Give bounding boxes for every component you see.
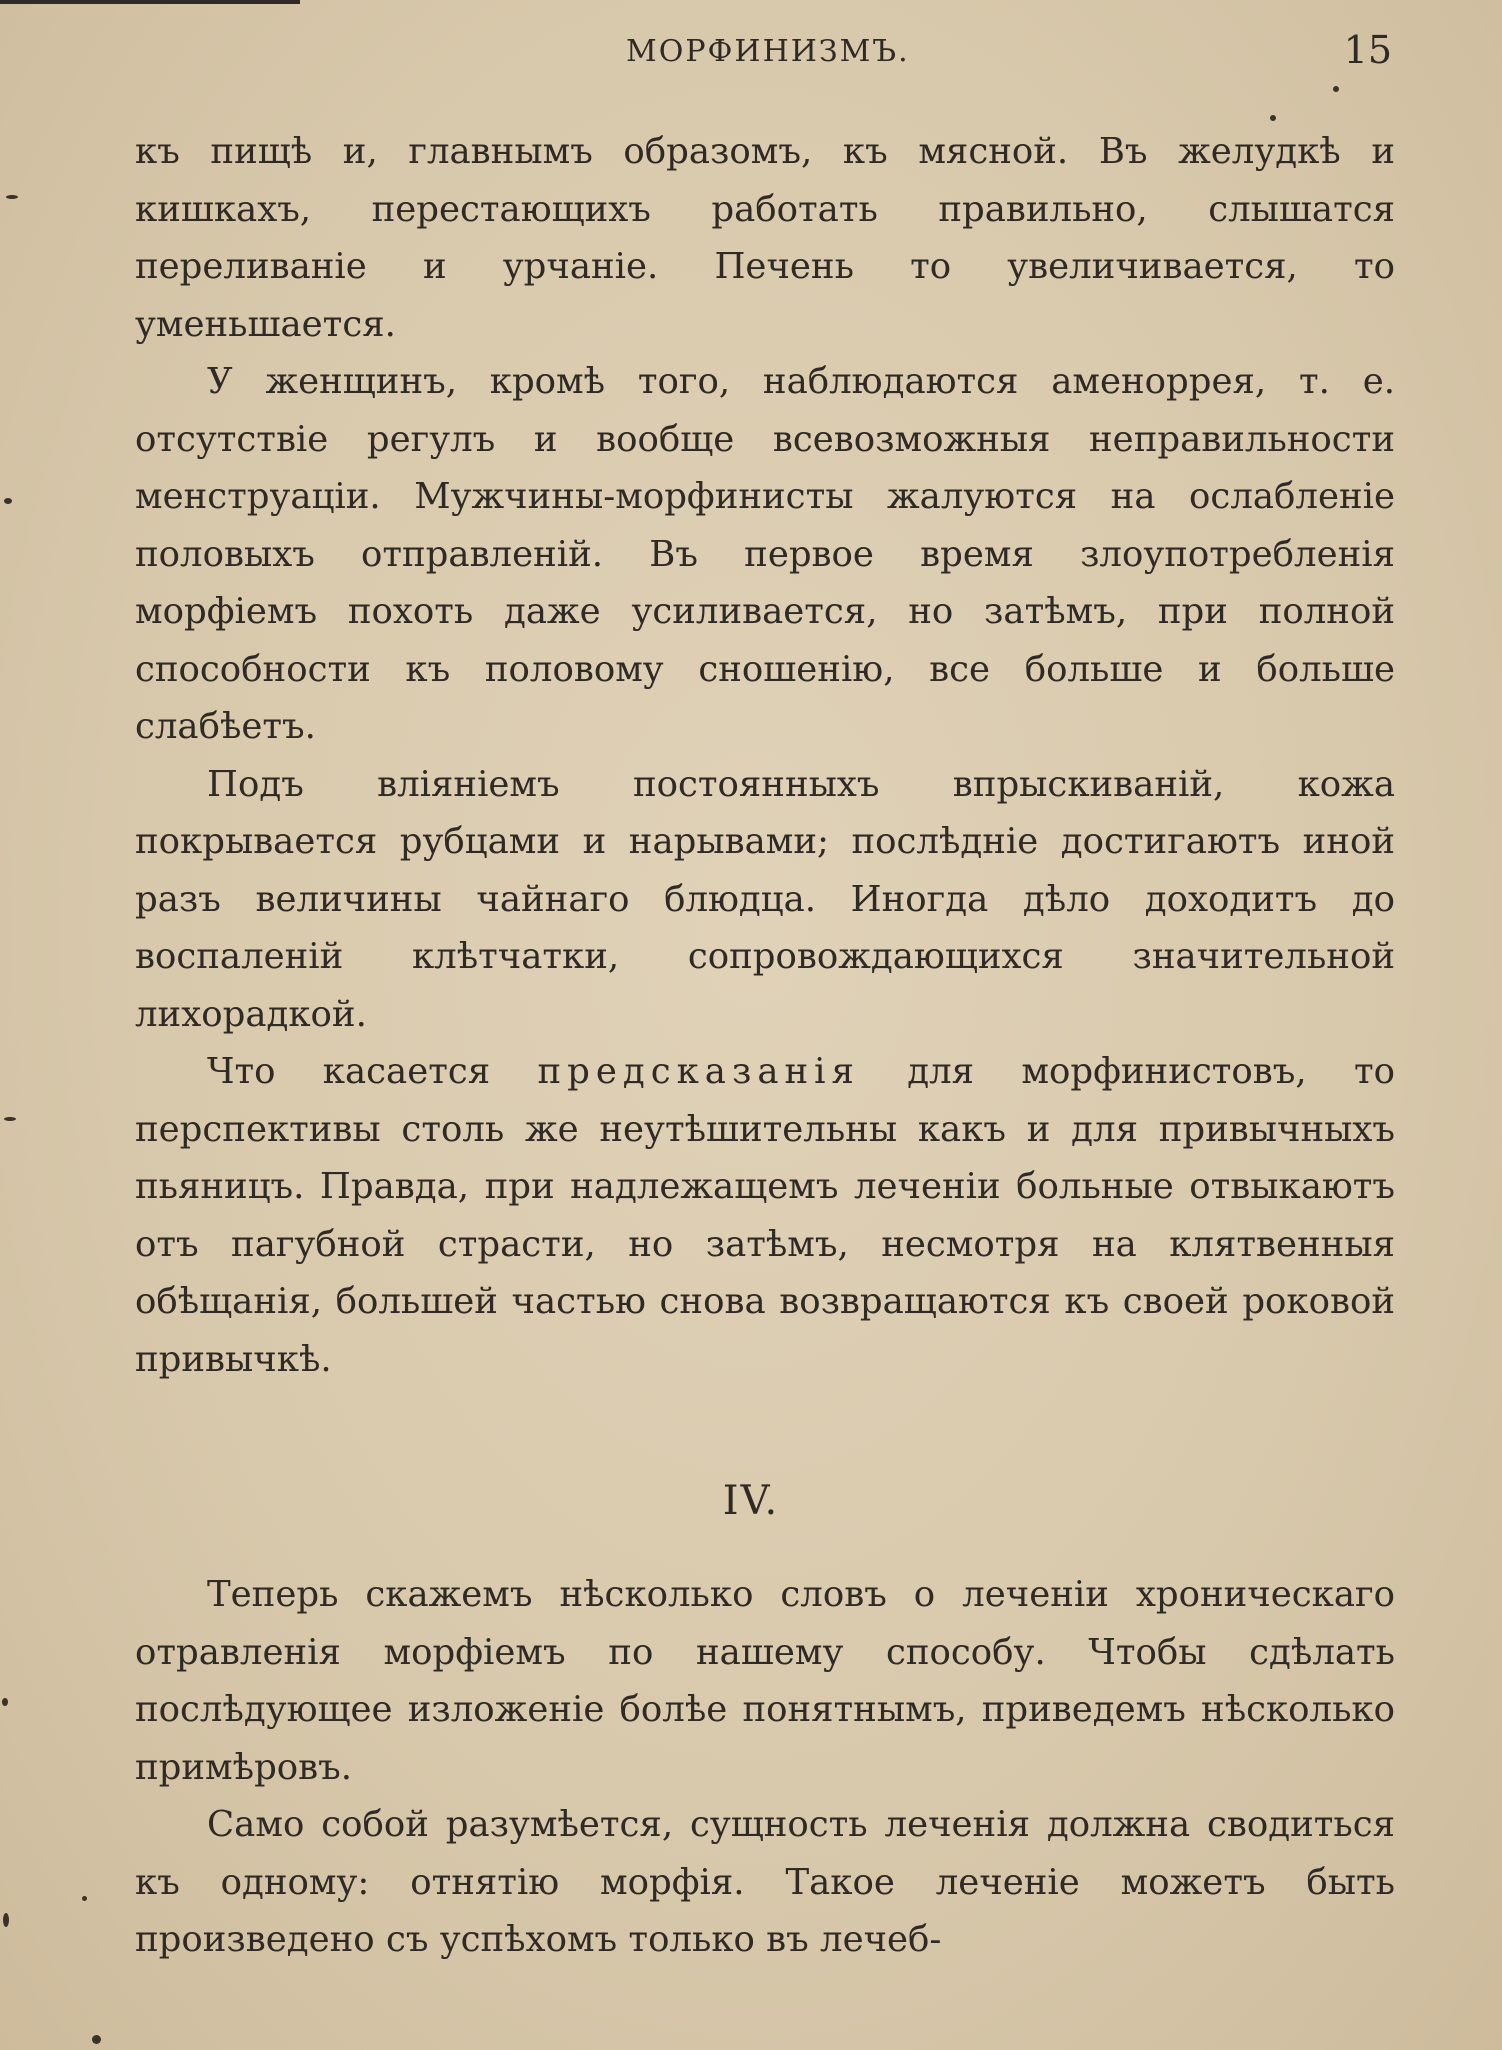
margin-speck [1270,115,1276,121]
page-number: 15 [1343,28,1392,72]
top-edge-rule [0,0,300,4]
paragraph-skin: Подъ вліяніемъ постоянныхъ впрыскиваній, кожа покрывается рубцами и нарывами; послѣдніе достигаютъ иной разъ величины чайнаго блюдца. Иногда дѣло доходитъ до воспаленій клѣтчатки, сопровождающихся значительной лихорадкой. [135,763,1395,1035]
spaced-term: предсказанія [537,1051,860,1092]
body-text-bottom [135,1566,1395,1969]
margin-speck [4,498,12,504]
page-header [0,28,1502,78]
margin-speck [6,195,18,199]
paragraph-continuation: къ пищѣ и, главнымъ образомъ, къ мясной. Въ желудкѣ и кишкахъ, перестающихъ работать правильно, слышатся переливаніе и урчаніе. Печень то увеличивается, то уменьшается. [135,131,1395,345]
paragraph-treatment: Теперь скажемъ нѣсколько словъ о леченіи хроническаго отравленія морфіемъ по нашему способу. Чтобы сдѣлать послѣдующее изложеніе болѣе понятнымъ, приведемъ нѣсколько примѣровъ. [135,1574,1395,1788]
margin-speck [1333,86,1339,92]
running-head: МОРФИНИЗМЪ. [626,34,910,69]
paragraph-prognosis [135,1043,1395,1388]
margin-speck [4,1117,16,1121]
margin-speck [3,1913,9,1927]
body-text-top [135,123,1395,1388]
prognosis-rest: для морфинистовъ, то перспективы столь же неутѣшительны какъ и для привычныхъ пьяницъ. Правда, при надлежащемъ леченіи больные отвыкаютъ отъ пагубной страсти, но затѣмъ, несмотря на клятвенныя обѣщанія, большей частью снова возвращаются къ своей роковой привычкѣ. [135,1051,1395,1380]
section-heading: IV. [722,1478,780,1524]
paragraph-essence: Само собой разумѣется, сущность леченія должна сводиться къ одному: отнятію морфія. Такое леченіе можетъ быть произведено съ успѣхомъ только въ лечеб- [135,1804,1395,1960]
margin-speck [92,2035,101,2044]
margin-speck [82,1896,87,1901]
prognosis-lead: Что касается [207,1051,538,1092]
paragraph-women: У женщинъ, кромѣ того, наблюдаются аменоррея, т. е. отсутствіе регулъ и вообще всевозможныя неправильности менструаціи. Мужчины-морфинисты жалуются на ослабленіе половыхъ отправленій. Въ первое время злоупотребленія морфіемъ похоть даже усиливается, но затѣмъ, при полной способности къ половому сношенію, все больше и больше слабѣетъ. [135,361,1395,747]
margin-speck [2,1698,8,1706]
